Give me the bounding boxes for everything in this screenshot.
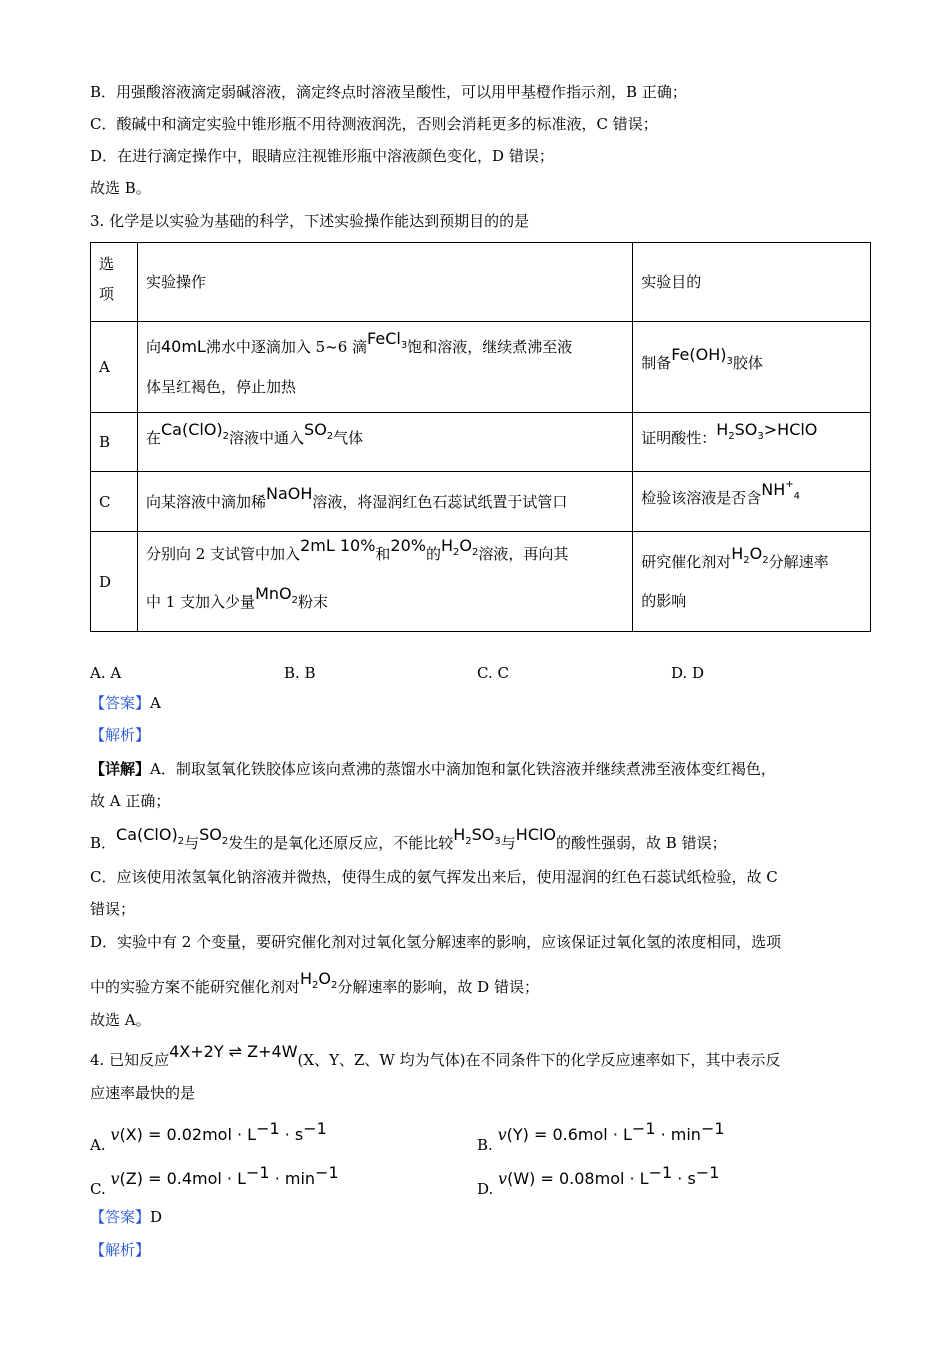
q3-detail-c-cont: 错误； [90, 900, 136, 918]
q3-analysis-tag: 【解析】 [90, 726, 151, 744]
q4-option-c: C. $v(Z) = 0.4mol \cdot L^{-1} \cdot \min^{-1}$ [90, 1163, 339, 1198]
q3-option-b: B. B [284, 664, 316, 682]
chem-formula: $H_2O_2$ [731, 543, 769, 567]
table-row-a [91, 322, 871, 413]
q3-option-d: D. D [671, 664, 705, 682]
chem-formula: $SO_2$ [199, 825, 229, 848]
q4-option-a: A. $v(X) = 0.02mol \cdot L^{-1} \cdot s^{-1}$ [90, 1119, 327, 1154]
chem-formula: FeCl$_3$ [367, 329, 408, 352]
solution-line-d: D．在进行滴定操作中，眼睛应注视锥形瓶中溶液颜色变化，D 错误； [90, 147, 554, 165]
table-row-b [91, 413, 871, 472]
reaction-equation: 4X+2Y ⇌ Z+4W [169, 1042, 298, 1061]
chem-formula: $Ca(ClO)_2$ [160, 420, 230, 443]
q3-table [90, 242, 871, 632]
header-purpose: 实验目的 [633, 243, 871, 322]
row-operation: 向40mL沸水中逐滴加入 5~6 滴FeCl$_3$饱和溶液，继续煮沸至液 体呈红褐色，停止加热 [137, 322, 632, 413]
solution-line-b: B．用强酸溶液滴定弱碱溶液，滴定终点时溶液呈酸性，可以用甲基橙作指示剂，B 正确； [90, 83, 687, 101]
table-row-d [91, 532, 871, 632]
chem-formula: $H_2SO_3>HClO$ [716, 420, 818, 443]
q4-answer: 【答案】D [90, 1208, 163, 1226]
row-label: A [91, 322, 138, 413]
chem-formula: $Ca(ClO)_2$ [116, 825, 185, 848]
row-operation: 向某溶液中滴加稀NaOH溶液，将湿润红色石蕊试纸置于试管口 [137, 472, 632, 532]
chem-formula: HClO [515, 825, 557, 844]
chem-formula: $NH_{+4}$ [761, 479, 800, 503]
q3-answer: 【答案】A [90, 694, 161, 712]
q3-detail-b: B．$Ca(ClO)_2$与$SO_2$发生的是氧化还原反应，不能比较$H_2SO_3$与HClO的酸性强弱，故 B 错误； [90, 825, 727, 852]
header-operation: 实验操作 [137, 243, 632, 322]
row-label: B [91, 413, 138, 472]
header-option: 选 项 [91, 243, 138, 322]
solution-conclusion: 故选 B。 [90, 179, 151, 197]
row-label: D [91, 532, 138, 632]
q4-option-b: B. $v(Y) = 0.6mol \cdot L^{-1} \cdot \min^{-1}$ [477, 1119, 725, 1154]
q3-detail-d-cont: 中的实验方案不能研究催化剂对$H_2O_2$分解速率的影响，故 D 错误； [90, 969, 539, 996]
q3-option-a: A. A [90, 664, 122, 682]
row-purpose: 研究催化剂对$H_2O_2$分解速率 的影响 [633, 532, 871, 632]
chem-formula: NaOH [265, 483, 313, 503]
q3-detail-c: C．应该使用浓氢氧化钠溶液并微热，使得生成的氨气挥发出来后，使用湿润的红色石蕊试纸检验，故 C [90, 868, 778, 886]
chem-formula: $H_2O_2$ [440, 536, 479, 559]
q4-stem-cont: 应速率最快的是 [90, 1084, 196, 1102]
table-row-c [91, 472, 871, 532]
row-purpose: 制备$Fe(OH)_3$胶体 [633, 322, 871, 413]
q3-detail-a: 【详解】A．制取氢氧化铁胶体应该向煮沸的蒸馏水中滴加饱和氯化铁溶液并继续煮沸至液体变红褐色， [90, 760, 776, 778]
row-operation: 在$Ca(ClO)_2$溶液中通入$SO_2$气体 [137, 413, 632, 472]
q3-stem: 3. 化学是以实验为基础的科学，下述实验操作能达到预期目的的是 [90, 212, 530, 230]
chem-formula: $H_2O_2$ [300, 969, 338, 992]
q3-detail-a-cont: 故 A 正确； [90, 792, 171, 810]
q3-conclusion: 故选 A。 [90, 1011, 151, 1029]
table-header-row [91, 243, 871, 322]
chem-formula: $H_2SO_3$ [453, 825, 501, 848]
q3-option-c: C. C [477, 664, 509, 682]
solution-line-c: C．酸碱中和滴定实验中锥形瓶不用待测液润洗，否则会消耗更多的标准液，C 错误； [90, 115, 658, 133]
q4-analysis-tag: 【解析】 [90, 1241, 151, 1259]
q4-option-d: D. $v(W) = 0.08mol \cdot L^{-1} \cdot s^{-1}$ [477, 1163, 720, 1198]
chem-formula: MnO$_2$ [255, 583, 298, 606]
q3-detail-d: D．实验中有 2 个变量，要研究催化剂对过氧化氢分解速率的影响，应该保证过氧化氢的浓度相同，选项 [90, 933, 782, 951]
chem-formula: $Fe(OH)_3$ [671, 345, 733, 368]
row-purpose: 证明酸性：$H_2SO_3>HClO$ [633, 413, 871, 472]
row-purpose: 检验该溶液是否含$NH_{+4}$ [633, 472, 871, 532]
chem-formula: $SO_2$ [304, 420, 334, 443]
q4-stem: 4. 已知反应4X+2Y ⇌ Z+4W(X、Y、Z、W 均为气体)在不同条件下的化学反应速率如下，其中表示反 [90, 1042, 781, 1069]
row-operation: 分别向 2 支试管中加入2mL 10%和20%的$H_2O_2$溶液，再向其 中 1 支加入少量MnO$_2$粉末 [137, 532, 632, 632]
row-label: C [91, 472, 138, 532]
